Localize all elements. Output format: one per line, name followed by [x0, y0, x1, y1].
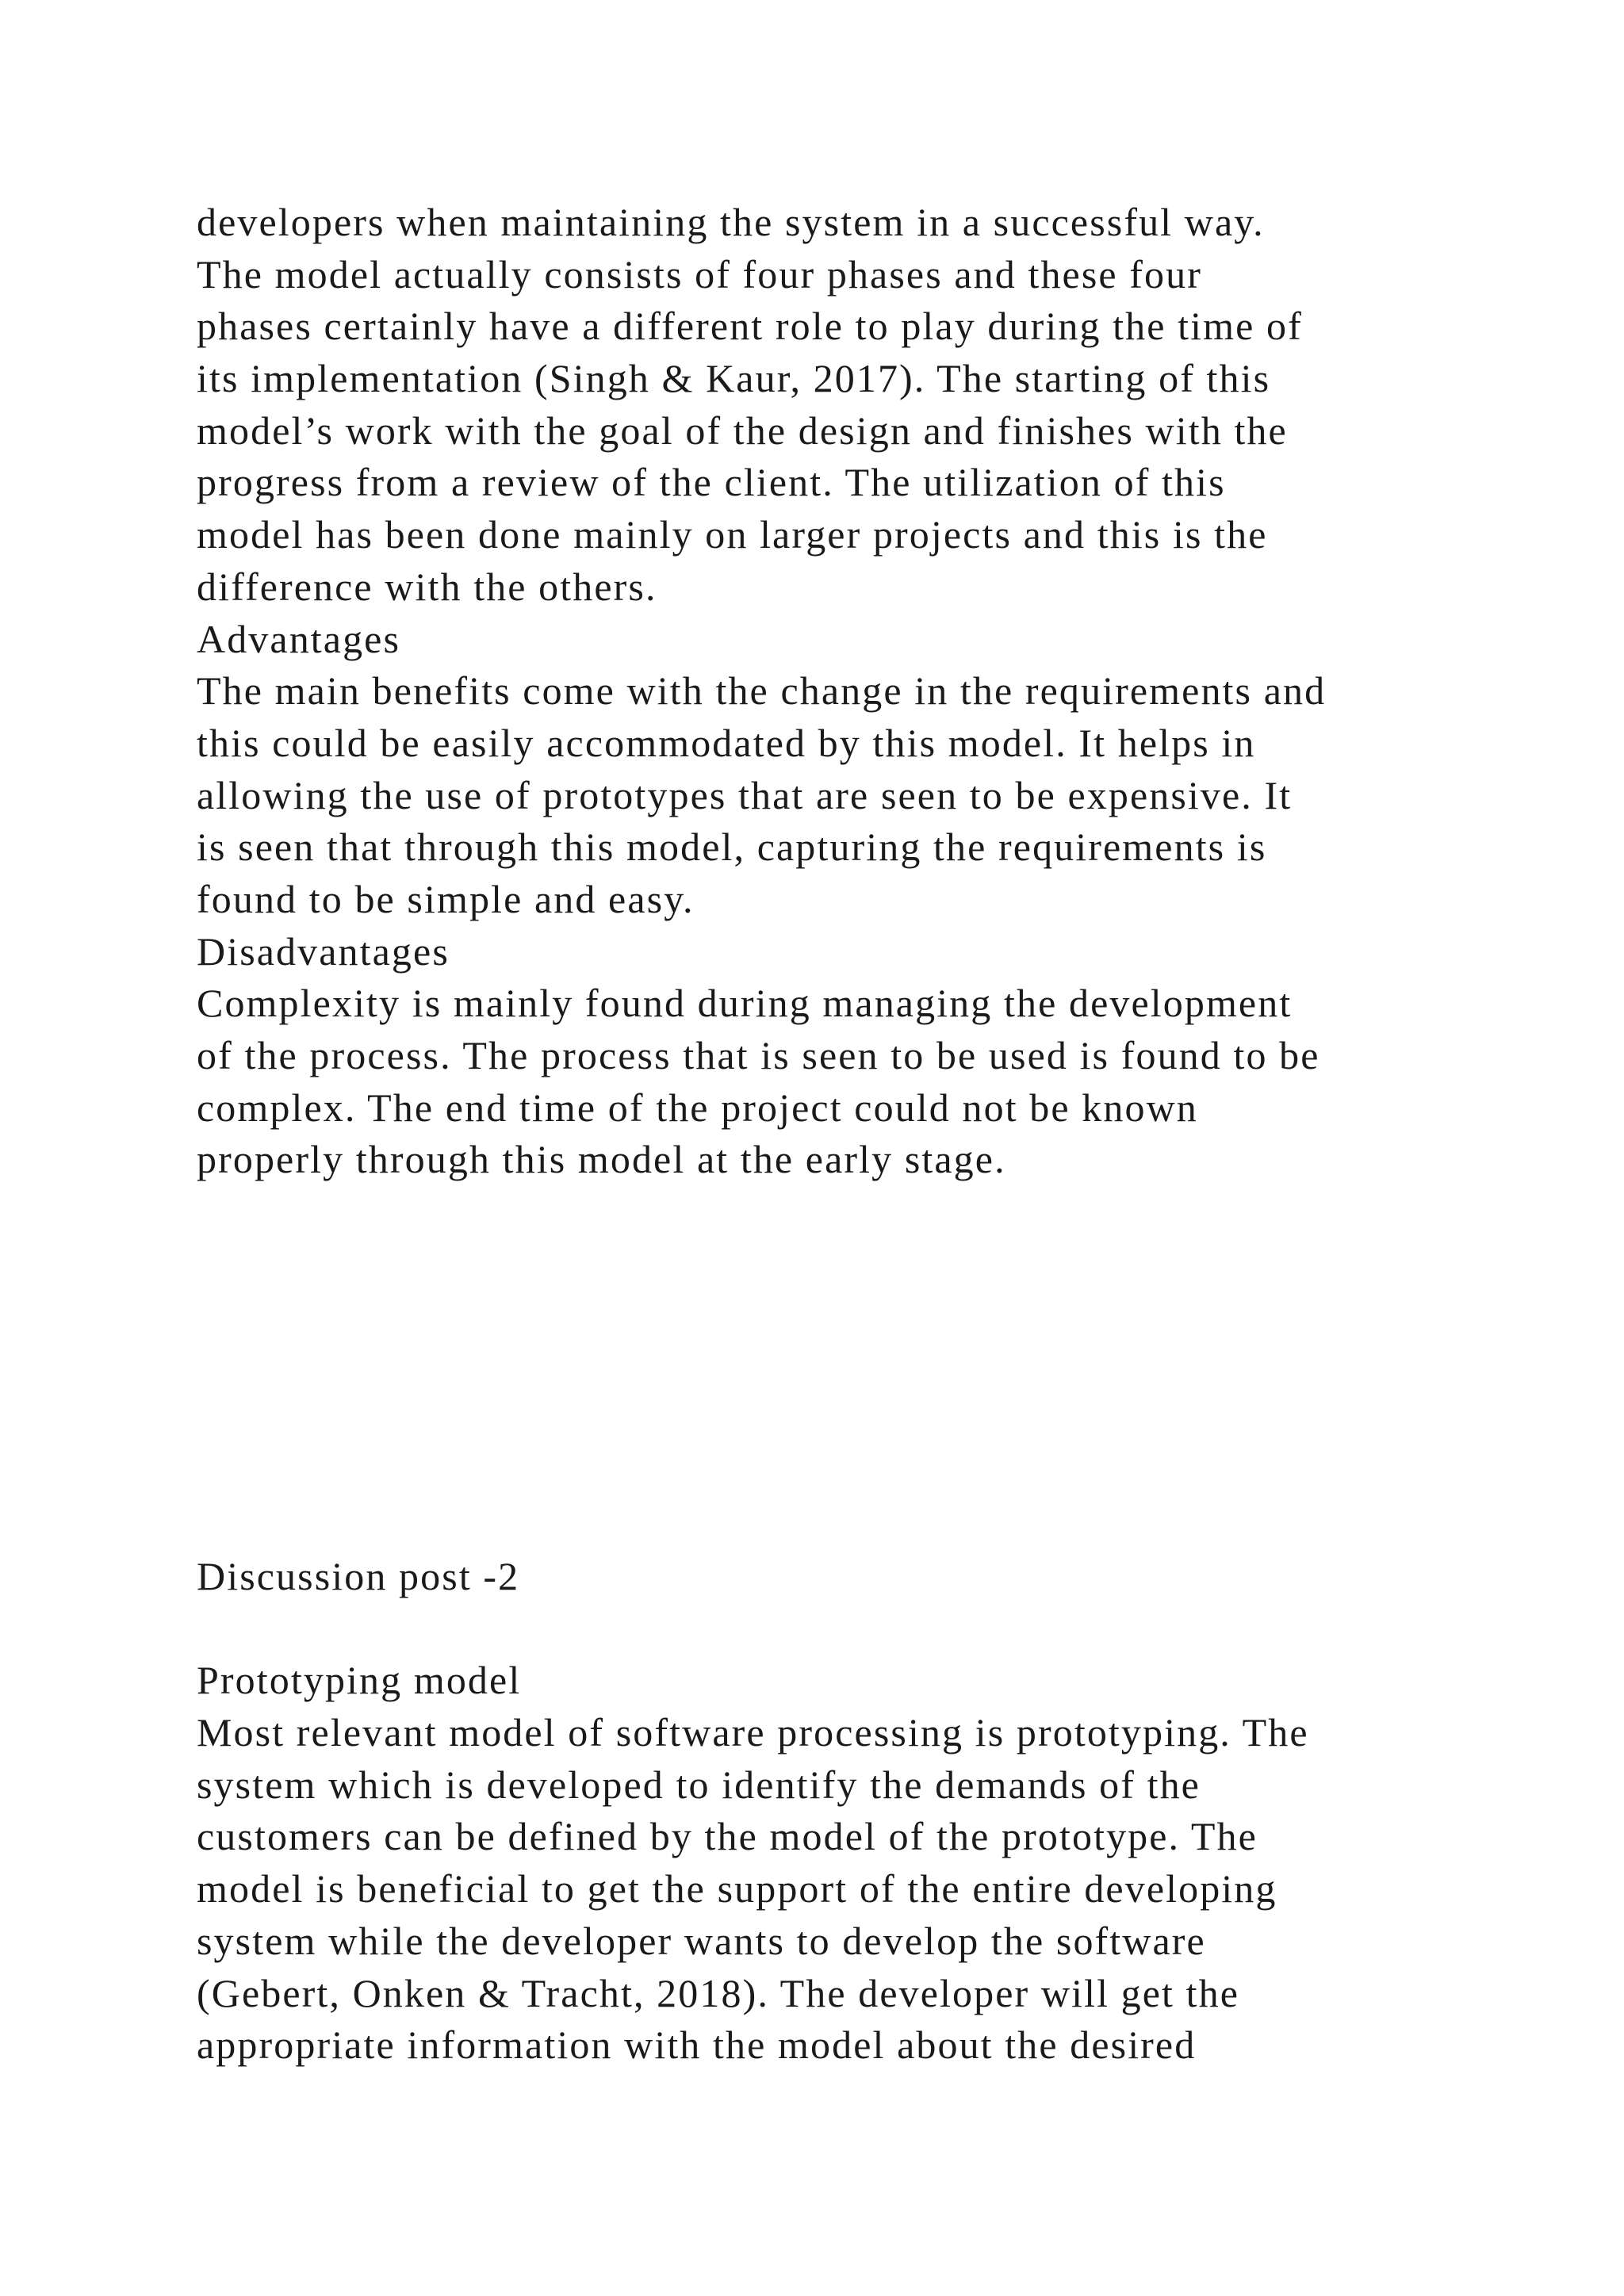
body-line: (Gebert, Onken & Tracht, 2018). The developer will get the [197, 1970, 1240, 2015]
discussion-post-title: Discussion post -2 [197, 1554, 520, 1598]
body-line: complex. The end time of the project could not be known [197, 1085, 1198, 1130]
body-line: is seen that through this model, capturing the requirements is [197, 825, 1267, 870]
blank-line [197, 1603, 1513, 1655]
discussion-post-2-section [197, 1551, 1513, 2072]
body-line: this could be easily accommodated by this model. It helps in [197, 720, 1256, 765]
body-line: Most relevant model of software processing is prototyping. The [197, 1710, 1309, 1755]
body-line: system which is developed to identify the demands of the [197, 1762, 1201, 1807]
body-line: Complexity is mainly found during managing the development [197, 981, 1293, 1026]
body-line: model has been done mainly on larger projects and this is the [197, 512, 1268, 557]
prototyping-model-heading: Prototyping model [197, 1658, 522, 1703]
body-line: phases certainly have a different role to play during the time of [197, 304, 1303, 349]
body-line: developers when maintaining the system in a successful way. [197, 200, 1265, 244]
body-line: difference with the others. [197, 564, 657, 609]
body-line: found to be simple and easy. [197, 876, 695, 921]
body-line: appropriate information with the model about the desired [197, 2022, 1197, 2068]
body-line: The model actually consists of four phases and these four [197, 251, 1202, 297]
body-line: model is beneficial to get the support of the entire developing [197, 1866, 1277, 1911]
body-line: system while the developer wants to develop the software [197, 1918, 1206, 1963]
body-line: properly through this model at the early stage. [197, 1137, 1006, 1182]
body-line: model’s work with the goal of the design and finishes with the [197, 408, 1288, 453]
body-line: The main benefits come with the change in the requirements and [197, 668, 1327, 714]
body-line: customers can be defined by the model of the prototype. The [197, 1814, 1258, 1859]
body-line: allowing the use of prototypes that are seen to be expensive. It [197, 772, 1293, 817]
advantages-heading: Advantages [197, 616, 401, 661]
body-line: its implementation (Singh & Kaur, 2017). The starting of this [197, 356, 1271, 401]
disadvantages-heading: Disadvantages [197, 928, 450, 974]
body-line: progress from a review of the client. The utilization of this [197, 460, 1226, 505]
spiral-model-section [197, 197, 1513, 1186]
body-line: of the process. The process that is seen to be used is found to be [197, 1033, 1320, 1077]
